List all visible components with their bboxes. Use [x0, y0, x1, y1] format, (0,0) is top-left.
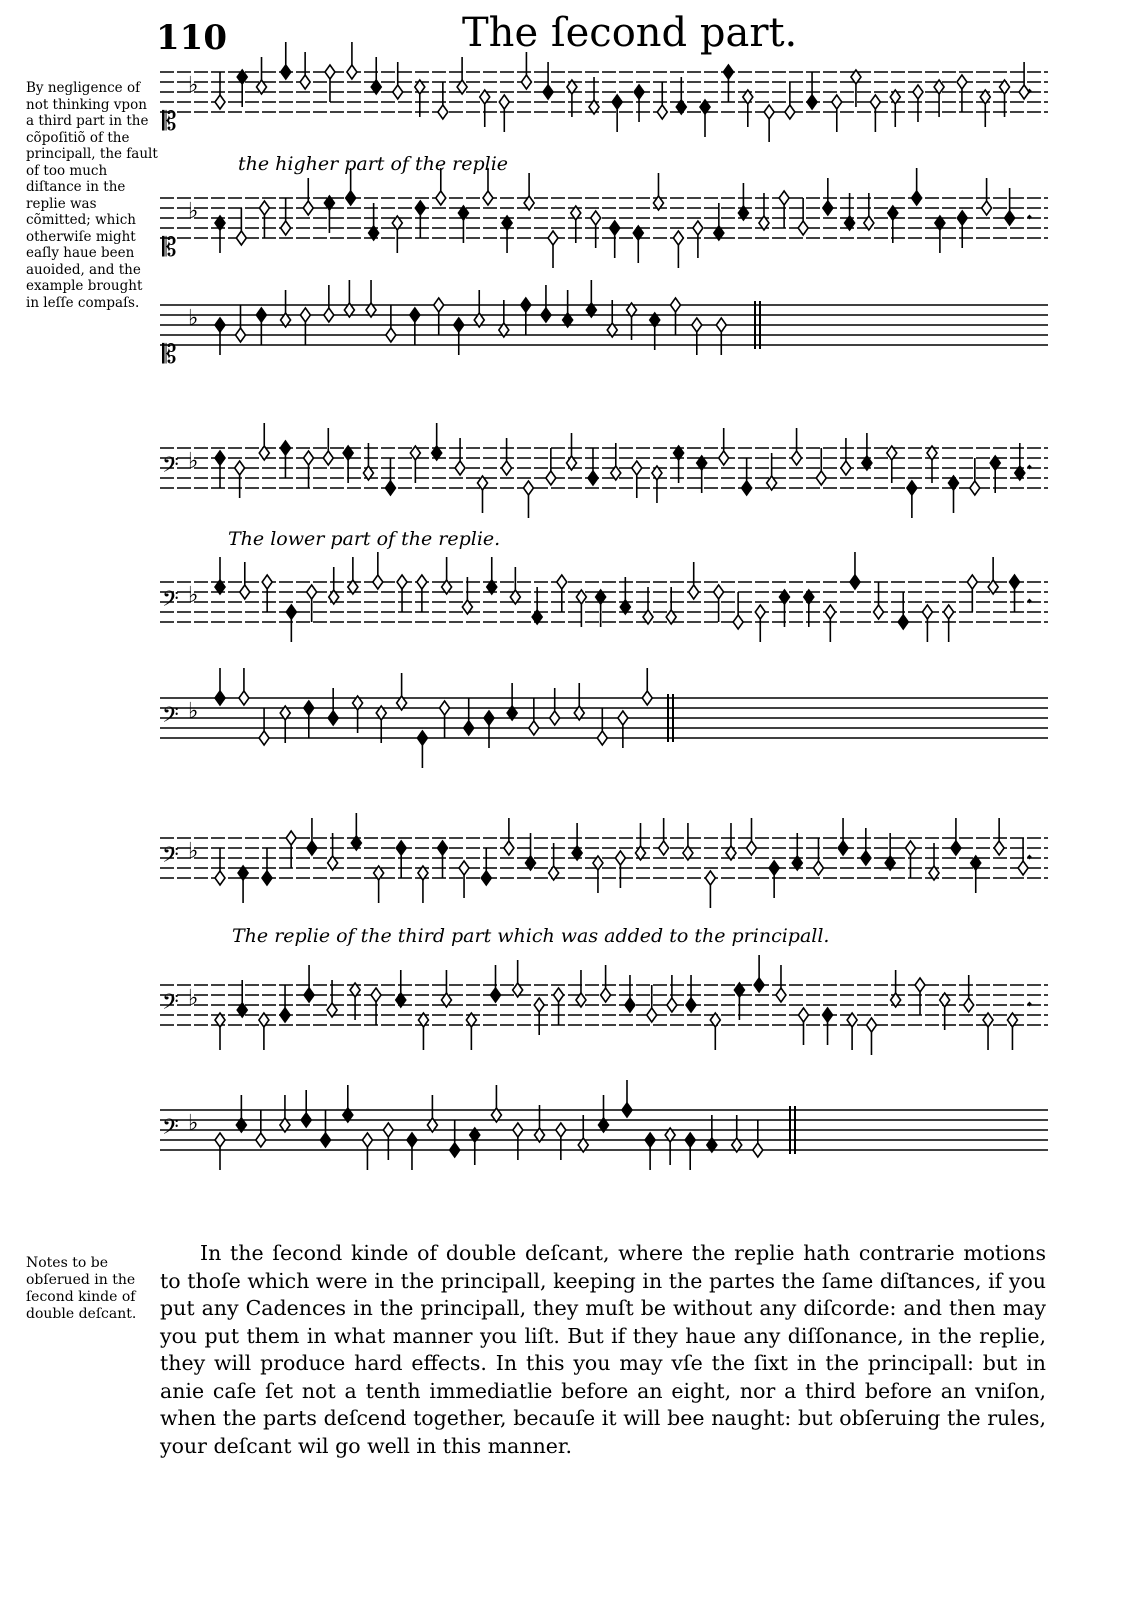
note-head-icon	[557, 575, 567, 589]
note-head-icon	[841, 461, 851, 475]
note-head-icon	[504, 841, 514, 855]
note-head-icon	[410, 308, 420, 322]
note-head-icon	[281, 65, 291, 79]
flat-sign-icon: ♭	[188, 699, 199, 724]
note-head-icon	[957, 211, 967, 225]
note-head-icon	[689, 585, 699, 599]
note-head-icon	[755, 605, 765, 619]
note-head-icon	[1010, 575, 1020, 589]
note-head-icon	[610, 221, 620, 235]
note-head-icon	[259, 731, 269, 745]
note-head-icon	[692, 318, 702, 332]
note-head-icon	[499, 95, 509, 109]
custos-icon: 𝆺	[1026, 451, 1033, 476]
note-head-icon	[301, 1113, 311, 1127]
note-head-icon	[951, 841, 961, 855]
note-head-icon	[304, 988, 314, 1002]
note-head-icon	[325, 65, 335, 79]
note-head-icon	[622, 1103, 632, 1117]
note-head-icon	[371, 988, 381, 1002]
clef-icon: 𝄢	[162, 843, 179, 873]
note-head-icon	[324, 308, 334, 322]
note-head-icon	[529, 721, 539, 735]
note-head-icon	[915, 978, 925, 992]
clef-icon: 𝄡	[162, 107, 177, 137]
note-head-icon	[647, 1008, 657, 1022]
note-head-icon	[667, 998, 677, 1012]
note-head-icon	[259, 201, 269, 215]
note-head-icon	[769, 861, 779, 875]
note-head-icon	[454, 318, 464, 332]
note-head-icon	[634, 85, 644, 99]
note-head-icon	[964, 998, 974, 1012]
note-head-icon	[746, 841, 756, 855]
note-head-icon	[383, 1123, 393, 1137]
note-head-icon	[407, 1133, 417, 1147]
note-head-icon	[823, 1008, 833, 1022]
note-head-icon	[415, 201, 425, 215]
note-head-icon	[970, 481, 980, 495]
note-head-icon	[286, 831, 296, 845]
note-head-icon	[513, 1123, 523, 1137]
flat-sign-icon: ♭	[188, 199, 199, 224]
note-head-icon	[861, 851, 871, 865]
note-head-icon	[912, 191, 922, 205]
note-head-icon	[913, 85, 923, 99]
note-head-icon	[307, 585, 317, 599]
note-head-icon	[436, 191, 446, 205]
note-head-icon	[323, 451, 333, 465]
note-head-icon	[554, 988, 564, 1002]
note-head-icon	[256, 308, 266, 322]
flat-sign-icon: ♭	[188, 583, 199, 608]
note-head-icon	[417, 575, 427, 589]
flat-sign-icon: ♭	[188, 1111, 199, 1136]
flat-sign-icon: ♭	[188, 986, 199, 1011]
note-head-icon	[850, 575, 860, 589]
note-head-icon	[459, 861, 469, 875]
note-head-icon	[753, 1143, 763, 1157]
note-head-icon	[719, 451, 729, 465]
note-head-icon	[601, 988, 611, 1002]
note-head-icon	[434, 298, 444, 312]
note-head-icon	[764, 105, 774, 119]
note-head-icon	[686, 998, 696, 1012]
note-head-icon	[347, 65, 357, 79]
note-head-icon	[215, 871, 225, 885]
note-head-icon	[281, 221, 291, 235]
note-head-icon	[455, 461, 465, 475]
note-head-icon	[239, 691, 249, 705]
note-head-icon	[300, 308, 310, 322]
note-head-icon	[1005, 211, 1015, 225]
flat-sign-icon: ♭	[188, 306, 199, 331]
note-head-icon	[438, 105, 448, 119]
note-head-icon	[957, 75, 967, 89]
note-head-icon	[328, 711, 338, 725]
note-head-icon	[705, 871, 715, 885]
note-head-icon	[798, 1008, 808, 1022]
note-head-icon	[874, 605, 884, 619]
note-head-icon	[417, 731, 427, 745]
custos-icon: 𝆺	[1026, 841, 1033, 866]
body-paragraph: In the ſecond kinde of double deſcant, where the replie hath contrarie motions to thoſe which were in the principall, keeping in the partes the ſame diſtances, if you put any Cadences in the principall, they muſt be without any diſcorde: and then may you put them in what manner you liſt. But if they haue any diſſonance, in the replie, they will produce hard effects. In this you may vſe the ſixt in the principall: but in anie caſe ſet not a tenth immediatlie before an eight, nor a third before an vniſon, when the parts deſcend together, becauſe it will bee naught: but obſeruing the rules, your deſcant wil go well in this manner.	[160, 1241, 1046, 1458]
note-head-icon	[307, 841, 317, 855]
note-head-icon	[280, 441, 290, 455]
caption-higher-part: the higher part of the replie	[238, 153, 509, 175]
note-head-icon	[816, 471, 826, 485]
note-head-icon	[286, 605, 296, 619]
note-head-icon	[523, 481, 533, 495]
note-head-icon	[685, 1133, 695, 1147]
note-head-icon	[320, 1133, 330, 1147]
note-head-icon	[543, 85, 553, 99]
clef-icon: 𝄢	[162, 703, 179, 733]
page-number: 110	[156, 18, 227, 58]
note-head-icon	[541, 308, 551, 322]
note-head-icon	[215, 95, 225, 109]
custos-icon: 𝆺	[1026, 201, 1033, 226]
note-head-icon	[967, 575, 977, 589]
note-head-icon	[625, 998, 635, 1012]
note-head-icon	[450, 1143, 460, 1157]
note-head-icon	[754, 978, 764, 992]
note-head-icon	[642, 691, 652, 705]
note-head-icon	[723, 65, 733, 79]
note-head-icon	[866, 1018, 876, 1032]
note-head-icon	[733, 615, 743, 629]
custos-icon: 𝆺	[1026, 75, 1033, 100]
note-head-icon	[615, 851, 625, 865]
note-head-icon	[491, 988, 501, 1002]
note-head-icon	[832, 95, 842, 109]
note-head-icon	[346, 191, 356, 205]
note-head-icon	[502, 461, 512, 475]
note-head-icon	[673, 231, 683, 245]
flat-sign-icon: ♭	[188, 839, 199, 864]
note-head-icon	[304, 701, 314, 715]
clef-icon: 𝄡	[162, 340, 177, 370]
note-head-icon	[484, 711, 494, 725]
clef-icon: 𝄢	[162, 587, 179, 617]
note-head-icon	[385, 481, 395, 495]
note-head-icon	[792, 451, 802, 465]
note-head-icon	[670, 298, 680, 312]
note-head-icon	[481, 871, 491, 885]
note-head-icon	[548, 231, 558, 245]
note-head-icon	[215, 318, 225, 332]
note-head-icon	[300, 75, 310, 89]
note-head-icon	[546, 471, 556, 485]
note-head-icon	[838, 841, 848, 855]
note-head-icon	[256, 1133, 266, 1147]
note-head-icon	[397, 575, 407, 589]
note-head-icon	[870, 95, 880, 109]
note-head-icon	[240, 585, 250, 599]
note-head-icon	[521, 75, 531, 89]
margin-note-negligence: By negligence of not thinking vpon a third part in the cõpoſitiõ of the principall, the fault of too much diſtance in the replie was cõmitted; which otherwiſe might eaſly haue been auoided, and the example brought in leſſe compaſs.	[26, 80, 158, 311]
note-head-icon	[823, 201, 833, 215]
note-head-icon	[215, 1133, 225, 1147]
note-head-icon	[659, 841, 669, 855]
note-head-icon	[215, 451, 225, 465]
note-head-icon	[825, 605, 835, 619]
note-head-icon	[262, 871, 272, 885]
note-head-icon	[693, 221, 703, 235]
note-head-icon	[922, 605, 932, 619]
running-head: The ſecond part.	[462, 10, 798, 56]
note-head-icon	[280, 1008, 290, 1022]
note-head-icon	[386, 328, 396, 342]
note-head-icon	[776, 988, 786, 1002]
note-head-icon	[779, 191, 789, 205]
note-head-icon	[905, 841, 915, 855]
note-head-icon	[215, 691, 225, 705]
flat-sign-icon: ♭	[188, 449, 199, 474]
clef-icon: 𝄢	[162, 1115, 179, 1145]
note-head-icon	[982, 201, 992, 215]
flat-sign-icon: ♭	[188, 73, 199, 98]
custos-icon: 𝆺	[1026, 585, 1033, 610]
margin-note-notes: Notes to be obſerued in the ſecond kinde of double deſcant.	[26, 1255, 137, 1322]
note-head-icon	[597, 731, 607, 745]
note-head-icon	[591, 211, 601, 225]
note-head-icon	[898, 615, 908, 629]
caption-lower-part: The lower part of the replie.	[228, 528, 501, 550]
note-head-icon	[807, 95, 817, 109]
note-head-icon	[907, 481, 917, 495]
note-head-icon	[742, 481, 752, 495]
note-head-icon	[235, 461, 245, 475]
note-head-icon	[304, 451, 314, 465]
note-head-icon	[534, 998, 544, 1012]
note-head-icon	[785, 105, 795, 119]
note-head-icon	[657, 105, 667, 119]
note-head-icon	[236, 231, 246, 245]
note-head-icon	[362, 1133, 372, 1147]
note-head-icon	[438, 841, 448, 855]
note-head-icon	[618, 711, 628, 725]
note-head-icon	[235, 328, 245, 342]
note-head-icon	[303, 201, 313, 215]
note-head-icon	[944, 605, 954, 619]
note-head-icon	[588, 471, 598, 485]
note-head-icon	[645, 1133, 655, 1147]
note-head-icon	[396, 841, 406, 855]
clef-icon: 𝄡	[162, 233, 177, 263]
note-head-icon	[813, 861, 823, 875]
note-head-icon	[521, 298, 531, 312]
note-head-icon	[632, 461, 642, 475]
note-head-icon	[483, 191, 493, 205]
note-head-icon	[262, 575, 272, 589]
note-head-icon	[612, 95, 622, 109]
note-head-icon	[994, 841, 1004, 855]
note-head-icon	[550, 711, 560, 725]
note-head-icon	[556, 1123, 566, 1137]
note-head-icon	[440, 701, 450, 715]
note-head-icon	[373, 575, 383, 589]
note-head-icon	[716, 318, 726, 332]
note-head-icon	[714, 585, 724, 599]
note-head-icon	[798, 221, 808, 235]
caption-third-part: The replie of the third part which was added to the principall.	[232, 925, 830, 947]
clef-icon: 𝄢	[162, 453, 179, 483]
clef-icon: 𝄢	[162, 990, 179, 1020]
note-head-icon	[464, 721, 474, 735]
note-head-icon	[393, 85, 403, 99]
custos-icon: 𝆺	[1026, 988, 1033, 1013]
